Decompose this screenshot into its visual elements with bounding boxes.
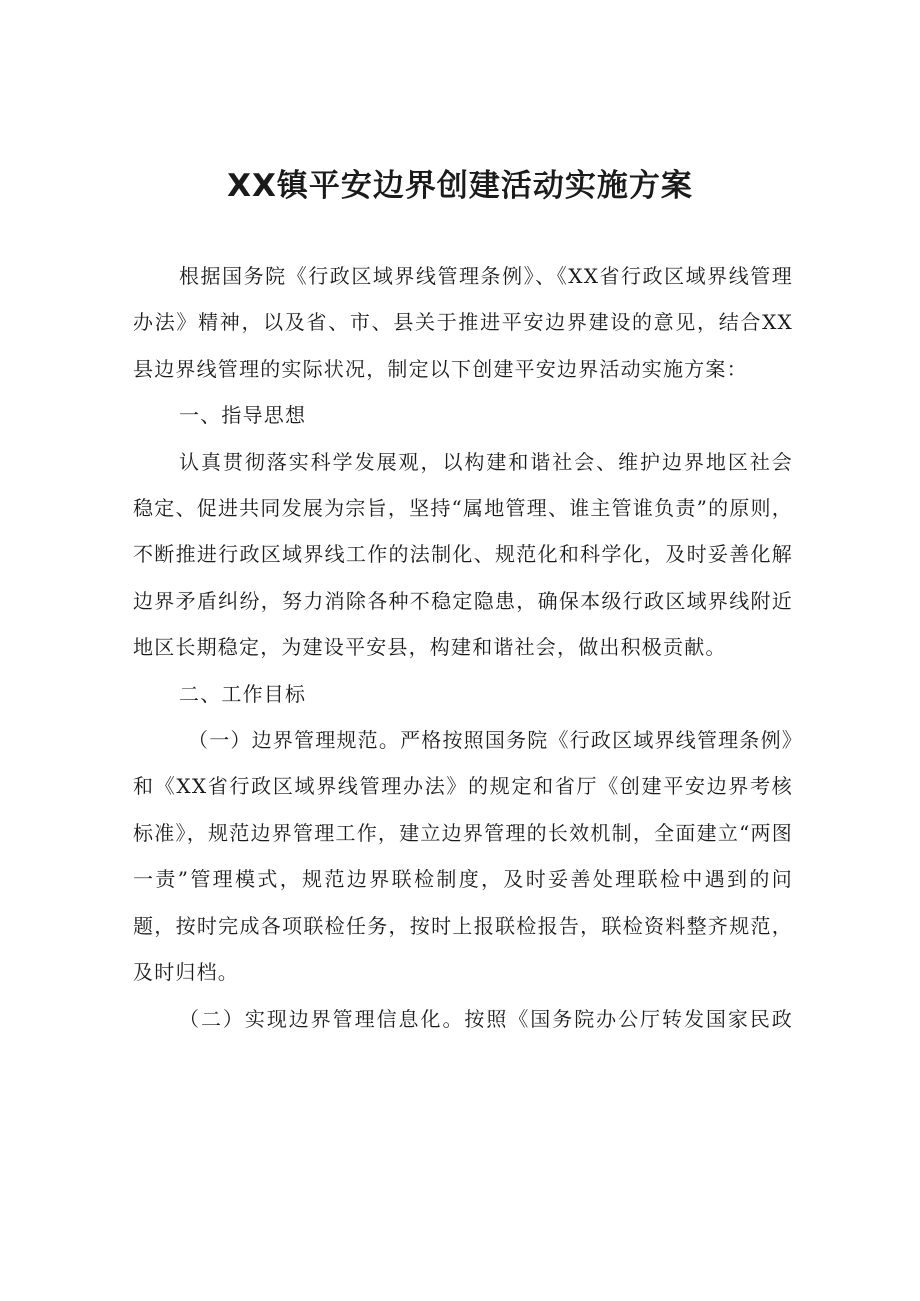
intro-paragraph: 根据国务院《行政区域界线管理条例》、《XX省行政区域界线管理办法》精神，以及省、市、县关于推进平安边界建设的意见，结合XX县边界线管理的实际状况，制定以下创建平安边界活动实施方案：: [133, 264, 793, 381]
goal-one-paragraph: （一）边界管理规范。严格按照国务院《行政区域界线管理条例》和《XX省行政区域界线管理办法》的规定和省厅《创建平安边界考核标准》，规范边界管理工作，建立边界管理的长效机制，全面建立“两图一责”管理模式，规范边界联检制度，及时妥善处理联检中遇到的问题，按时完成各项联检任务，按时上报联检报告，联检资料整齐规范，及时归档。: [133, 728, 793, 985]
section-heading-work-goals: 二、工作目标: [179, 681, 307, 706]
section-heading-guiding-ideology: 一、指导思想: [179, 403, 307, 428]
document-title: XX镇平安边界创建活动实施方案: [227, 168, 693, 204]
document-body: [133, 253, 793, 1042]
goal-two-paragraph: （二）实现边界管理信息化。按照《国务院办公厅转发国家民政: [179, 1006, 793, 1031]
guiding-ideology-paragraph: 认真贯彻落实科学发展观，以构建和谐社会、维护边界地区社会稳定、促进共同发展为宗旨，坚持“属地管理、谁主管谁负责”的原则，不断推进行政区域界线工作的法制化、规范化和科学化，及时妥善化解边界矛盾纠纷，努力消除各种不稳定隐患，确保本级行政区域界线附近地区长期稳定，为建设平安县，构建和谐社会，做出积极贡献。: [133, 449, 793, 660]
